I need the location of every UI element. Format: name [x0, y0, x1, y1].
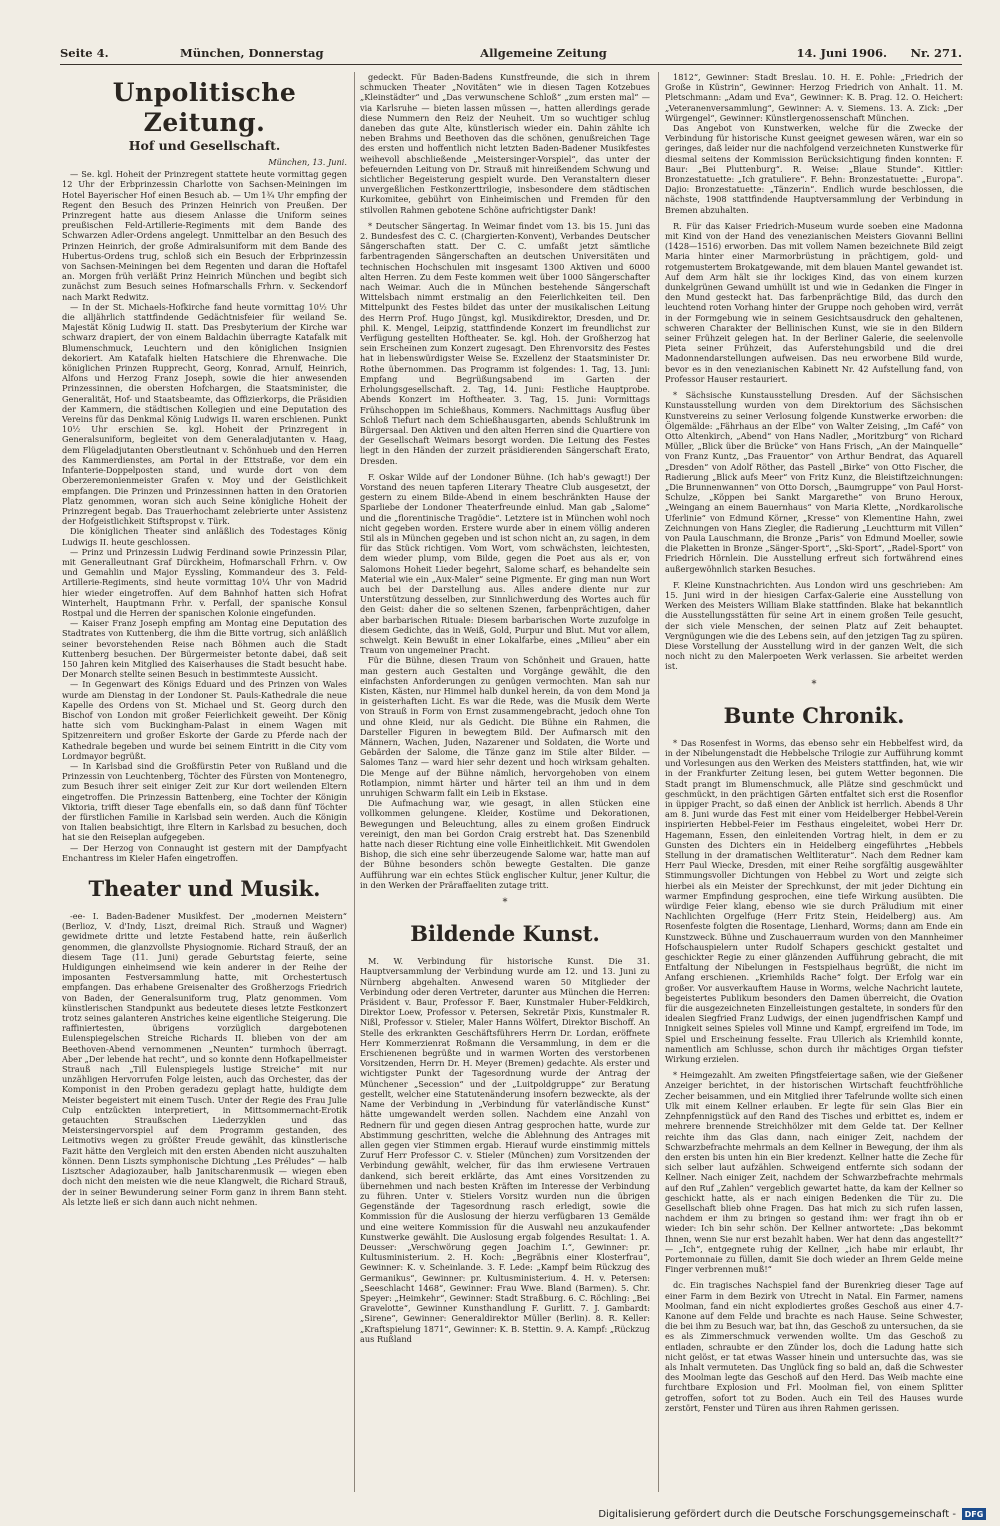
- digitization-footer: [560, 1506, 986, 1522]
- column-3: [665, 72, 963, 1497]
- article-paragraph: * Heimgezahlt. Am zweiten Pfingstfeiertage saßen, wie der Gießener Anzeiger berichtet, in der historischen Wirtschaft feuchtfröhliche Zecher beisammen, und ein Mitglied ihrer Tafelrunde wollte sich einen Ulk mit einem Kellner erlauben. Er legte für sein Glas Bier ein Zehnpfennigstück auf den Rand des Tisches und erbittet es, indem er mehrere brennende Streichhölzer mit dem Gelde tat. Der Kellner reichte ihm das Glas dann, nach einiger Zeit, nachdem der Schwarzbefrachte mehrmals an dem Kellner in Bewegung, der ihm als den ersten bis unten hin ein Bier kredenzt. Kellner hatte die Zeche für sich selber laut aufzählen. Schweigend entfernte sich sodann der Kellner. Nach einiger Zeit, nachdem der Schwarzbefrachte mehrmals auf den Ruf „Zahlen“ vergeblich gewartet hatte, da kam der Kellner so geschickt hatte, als er nach einigen Bedenken die Tür zu. Die Gesellschaft blieb ohne Fragen. Das hat mich zu sich rufen lassen, nachdem er ihm zu bringen so gestand ihm: wer fragt ihn ob er wieder: Ich bin sehr schön. Der Kellner antwortete: „Das bekommt Ihnen, wenn Sie nur erst bezahlt haben. Wer hat denn das angestellt?“ — „Ich“, entgegnete ruhig der Kellner, „ich habe mir erlaubt, Ihr Portemonnaie zu füllen, damit Sie doch wieder an Ihrem Gelde meine Finger verbrennen muß!“: [665, 1070, 963, 1275]
- article-paragraph: — Kaiser Franz Joseph empfing am Montag eine Deputation des Stadtrates von Kuttenberg, die ihm die Bitte vortrug, sich anläßlich seiner bevorstehenden Reise nach Böhmen auch die Stadt Kuttenberg besuchen. Der Bürgermeister betonte dabei, daß seit 150 Jahren kein Mitglied des Kaiserhauses die Stadt besucht habe. Der Monarch stellte seinen Besuch in bestimmteste Aussicht.: [62, 618, 347, 680]
- article-paragraph: gedeckt. Für Baden-Badens Kunstfreunde, die sich in ihrem schmucken Theater „Novitäten“ wie in diesen Tagen Kotzebues „Kleinstädter“ und „Das verwunschene Schloß“ „zum ersten mal“ — via Karlsruhe — bieten lassen müssen —, hatten allerdings gerade diese Nummern den Reiz der Neuheit. Um so wuchtiger schlug daneben das gute Alte, künstlerisch wieder ein. Dahin zählte ich neben Brahms und Beethoven das die schönen, genußreichen Tage des ersten und hoffentlich nicht letzten Baden-Badener Musikfestes weihevoll abschließende „Meistersinger-Vorspiel“, das unter der befeuernden Leitung von Dr. Strauß mit hinreißendem Schwung und sichtlicher Begeisterung gespielt wurde. Den Veranstaltern dieser unvergeßlichen Festkonzerttrilogie, insbesondere dem städtischen Kurkomitee, gebührt von Einheimischen und Fremden für den stilvollen Rahmen gebotene Schöne aufrichtigster Dank!: [360, 72, 650, 215]
- newspaper-name: Allgemeine Zeitung: [480, 46, 607, 60]
- article-paragraph: * Deutscher Sängertag. In Weimar findet vom 13. bis 15. Juni das 2. Bundesfest des C. C. (Chargierten-Konvent), Verbandes Deutscher Sängerschaften statt. Der C. C. umfaßt jetzt sämtliche farbentragenden Sängerschaften an deutschen Universitäten und technischen Hochschulen mit insgesamt 1300 Aktiven und 6000 alten Herren. Zu dem Feste kommen weit über 1000 Sängerschafter nach Weimar. Auch die in München bestehende Sängerschaft Wittelsbach nimmt erstmalig an den Feierlichkeiten teil. Den Mittelpunkt des Festes bildet das unter der musikalischen Leitung des Herrn Prof. Hugo Jüngst, kgl. Musikdirektor, Dresden, und Dr. phil. K. Mengel, Leipzig, stattfindende Konzert im freundlichst zur Verfügung gestellten Hoftheater. Se. kgl. Hoh. der Großherzog hat sein Erscheinen zum Konzert zugesagt. Den Ehrenvorsitz des Festes hat in liebenswürdigster Weise Se. Exzellenz der Staatsminister Dr. Rothe übernommen. Das Programm ist folgendes: 1. Tag, 13. Juni: Empfang und Begrüßungsabend im Garten der Erholungsgesellschaft. 2. Tag, 14. Juni: Festliche Hauptprobe. Abends Konzert im Hoftheater. 3. Tag, 15. Juni: Vormittags Frühschoppen im Schießhaus, Kommers. Nachmittags Ausflug über Schloß Tiefurt nach dem Schießhausgarten, abends Schlußtrunk im Bürgersaal. Den Aktiven und den alten Herren sind die Quartiere von der Gesellschaft Weimars besorgt worden. Die Leitung des Festes liegt in den Händen der zurzeit präsidierenden Sängerschaft Erato, Dresden.: [360, 220, 650, 466]
- article-paragraph: dc. Ein tragisches Nachspiel fand der Burenkrieg dieser Tage auf einer Farm in dem Bezirk von Utrecht in Natal. Ein Farmer, namens Moolman, fand ein nicht explodiertes großes Geschoß aus einer 4.7-Kanone auf dem Felde und brachte es nach Hause. Seine Schwester, die bei ihm zu Besuch war, bat ihn, das Geschoß zu untersuchen, da sie es als Zimmerschmuck verwenden wollte. Um das Geschoß zu entladen, schraubte er den Zünder los, doch die Ladung hatte sich nicht gelöst, er tat etwas Wasser hinein und untersuchte das, was sie als Inhalt vermuteten. Das Unglück fing so bald an, daß die Schwester des Moolman legte das Geschoß auf den Herd. Das Weib machte eine furchtbare Explosion und Frl. Moolman fiel, von einem Splitter getroffen, sofort tot zu Boden. Auch ein Teil des Hauses wurde zerstört, Fenster und Türen aus ihren Rahmen gerissen.: [665, 1280, 963, 1413]
- article-paragraph: — In der St. Michaels-Hofkirche fand heute vormittag 10½ Uhr die alljährlich stattfindende Gedächtnisfeier für weiland Se. Majestät König Ludwig II. statt. Das Presbyterium der Kirche war schwarz drapiert, der von einem Baldachin überragte Katafalk mit Blumenschmuck, Leuchtern und den königlichen Insignien dekoriert. Am Katafalk hielten Hatschiere die Ehrenwache. Die königlichen Prinzen Rupprecht, Georg, Konrad, Arnulf, Heinrich, Alfons und Herzog Franz Joseph, sowie die hier anwesenden Prinzessinnen, die obersten Hofchargen, die Staatsminister, die Generalität, Hof- und Staatsbeamte, das Offizierkorps, die Präsidien der Kammern, die städtischen Kollegien und eine Deputation des Vereins für das Denkmal König Ludwigs II. waren erschienen. Punkt 10½ Uhr erschien Se. kgl. Hoheit der Prinzregent in Generalsuniform, begleitet von dem Generaladjutanten v. Haag, dem Flügeladjutanten Oberstleutnant v. Schönhueb und den Herren des Kammerdienstes, am Portal in der Ettstraße, vor dem ein Infanterie-Doppelposten stand, und wurde dort von dem Oberzeremonienmeister Grafen v. Moy und der Geistlichkeit empfangen. Die Prinzen und Prinzessinnen hatten in den Oratorien Platz genommen, woran sich auch Seine königliche Hoheit der Prinzregent begab. Das Trauerhochamt zelebrierte unter Assistenz der Hofgeistlichkeit Stiftspropst v. Türk.: [62, 301, 347, 527]
- article-paragraph: — Prinz und Prinzessin Ludwig Ferdinand sowie Prinzessin Pilar, mit Generalleutnant Graf Dürckheim, Hofmarschall Frhrn. v. Ow und Gemahlin und Major Eyssling, Kommandeur des 3. Feld-Artillerie-Regiments, sind heute vormittag 10¼ Uhr von Madrid hier wieder eingetroffen. Auf dem Bahnhof hatten sich Hofrat Winterhelt, Hauptmann Frhr. v. Perfall, der spanische Konsul Rostpal und die Herren der spanischen Kolonie eingefunden.: [62, 546, 347, 618]
- article-paragraph: — Der Herzog von Connaught ist gestern mit der Dampfyacht Enchantress im Kieler Hafen eingetroffen.: [62, 842, 347, 863]
- article-paragraph: R. Für das Kaiser Friedrich-Museum wurde soeben eine Madonna mit Kind von der Hand des venezianischen Meisters Giovanni Bellini (1428—1516) erworben. Das mit vollem Namen bezeichnete Bild zeigt Maria hinter einer Marmorbrüstung in prächtigem, gold- und rotgemustertem Brokatgewande, mit dem blauen Mantel gewandet ist. Auf dem Arm hält sie ihr lockiges Kind, das von einem kurzen dunkelgrünen Gewand umhüllt ist und wie in Gedanken die Finger in den Mund gesteckt hat. Das farbenprächtige Bild, das durch den leuchtend roten Vorhang hinter der Gruppe noch gehoben wird, verrät in der Formgebung wie in seinem Gesichtsausdruck den gehaltenen, schweren Charakter der Bellinischen Kunst, wie sie in den Bildern seiner Frühzeit gelegen hat. In der Berliner Galerie, die seelenvolle Pieta seiner Frühzeit, das Auferstehungsbild und die drei Madonnendarstellungen aufweisen. Das neu erworbene Bild wurde, bevor es in den venezianischen Kabinett Nr. 42 Aufstellung fand, von Professor Hauser restauriert.: [665, 220, 963, 384]
- article-paragraph: * Sächsische Kunstausstellung Dresden. Auf der Sächsischen Kunstausstellung wurden von dem Direktorium des Sächsischen Kunstvereins zu seiner Verlosung folgende Kunstwerke erworben: die Ölgemälde: „Fährhaus an der Elbe“ von Walter Zeising, „Im Café“ von Otto Altenkirch, „Abend“ von Hans Nadler, „Moritzburg“ von Richard Müller, „Blick über die Brücke“ von Hans Frisch, „An der Mainquelle“ von Franz Kuntz, „Das Frauentor“ von Arthur Bendrat, das Aquarell „Dresden“ von Adolf Röther, das Pastell „Birke“ von Otto Fischer, die Radierung „Blick aufs Meer“ von Fritz Kunz, die Bleistiftzeichnungen: „Die Brunnenwannen“ von Otto Dorsch, „Baumgruppe“ von Paul Horst-Schulze, „Köppen bei Sankt Margarethe“ von Bruno Heroux, „Weingang an einem Bauernhaus“ von Maria Klette, „Nordkarolische Uferlinie“ von Edmund Körner, „Kresse“ von Klementine Hahn, zwei Zeichnungen von Hans Ziegler, die Radierung „Leuchtturm mit Villen“ von Paula Lauschmann, die Bronze „Paris“ von Edmund Moeller, sowie die Plaketten in Bronze „Sänger-Sport“, „Ski-Sport“, „Radel-Sport“ von Friedrich Hörnlein. Die Ausstellung erfreut sich fortwährend eines außergewöhnlich starken Besuches.: [665, 390, 963, 574]
- article-paragraph: 1812“, Gewinner: Stadt Breslau. 10. H. E. Pohle: „Friedrich der Große in Küstrin“, Gewinner: Herzog Friedrich von Anhalt. 11. M. Pletschmann: „Adam und Eva“, Gewinner: K. B. Prag. 12. O. Heichert: „Veteranenversammlung“, Gewinner: A. v. Siemens. 13. A. Zick: „Der Würgengel“, Gewinner: Künstlergenossenschaft München.: [665, 72, 963, 123]
- article-paragraph: — In Gegenwart des Königs Eduard und des Prinzen von Wales wurde am Dienstag in der Londoner St. Pauls-Kathedrale die neue Kapelle des Ordens von St. Michael und St. Georg durch den Bischof von London mit großer Feierlichkeit geweiht. Der König hatte sich vom Buckingham-Palast in einem Wagen mit Spitzenreitern und großer Eskorte der Garde zu Pferde nach der Kathedrale begeben und wurde bei seinem Eintritt in die City vom Lordmayor begrüßt.: [62, 679, 347, 761]
- article-paragraph: — In Karlsbad sind die Großfürstin Peter von Rußland und die Prinzessin von Leuchtenberg, Töchter des Fürsten von Montenegro, zum Besuch ihrer seit einiger Zeit zur Kur dort weilenden Eltern eingetroffen. Die Prinzessin Battenberg, eine Tochter der Königin Viktoria, trifft dieser Tage ebenfalls ein, so daß dann fünf Töchter der fürstlichen Familie in Karlsbad sein werden. Auch die Königin von Italien beabsichtigt, ihre Eltern in Karlsbad zu besuchen, doch hat sie den Reiseplan aufgegeben.: [62, 760, 347, 843]
- article-paragraph: F. Oskar Wilde auf der Londoner Bühne. (Ich hab's gewagt!) Der Vorstand des neuen tapferen Literary Theatre Club ausgesetzt, der gestern zu einem Bilde-Abend in einem beschränkten Hause der Sparliebe der Londoner Theaterfreunde einlud. Man gab „Salome“ und die „florentinische Tragödie“. Letztere ist in München wohl noch nicht gegeben worden. Erstere wurde aber in einem völlig anderen Stil als in München gegeben und ist schon nicht an, zu sagen, in dem für das Stück richtigen. Vom Wort, vom schwächsten, leichtesten, dem wieder plump, vom Bilde, gegen die Poet aus als er, von Salomons Hoheit Lieder begehrt, Salome scharf, es behandelte sein Material wie ein „Aux-Maler“ seine Pigmente. Er ging man nun Wort auch bei der Darstellung aus. Alles andere diente nur zur Unterstützung desselben, zur Sinnlichwerdung des Wortes auch für den Geist: daher die so seltenen Szenen, farbenprächtigen, daher aber barbarischen Rituale: Diesem barbarischen Worte zuzufolge in diesem Gedichte, das in Weiß, Gold, Purpur und Blut. Mut vor allem, schwelgt. Kein Bewußt in einer Lokalfarbe, eines „Milieu“ aber ein Traum von ungemeiner Pracht.: [360, 471, 650, 656]
- section-title: Unpolitische Zeitung.: [112, 78, 297, 137]
- section-title: Theater und Musik.: [88, 876, 321, 902]
- article-paragraph: -ee- I. Baden-Badener Musikfest. Der „modernen Meistern“ (Berlioz, V. d'Indy, Liszt, dreimal Rich. Strauß und Wagner) gewidmete dritte und letzte Festabend hatte, rein äußerlich genommen, die glanzvollste Physiognomie. Richard Strauß, der an diesem Tage (11. Juni) gerade Geburtstag feierte, seine Huldigungen einheimsend wie kein anderer in der Reihe der imposanten Festversammlung hatte, mit Orchestertusch empfangen. Das erhabene Greisenalter des Großherzogs Friedrich von Baden, der Generalsuniform trug, Platz genommen. Vom künstlerischen Standpunkt aus bedeutete dieses letzte Festkonzert trotz seines galanteren Anstriches keine eigentliche Steigerung. Die raffiniertesten, übrigens vorzüglich dargebotenen Eulenspiegelschen Streiche Richards II. blieben von der am Beethoven-Abend vernommenen „Neunten“ turmhoch überragt. Aber „Der lebende hat recht“, und so konnte denn Hofkapellmeister Strauß nach „Till Eulenspiegels lustige Streiche“ mit nur unzähligen Hervorrufen Folge leisten, auch das Orchester, das der Komponist in den Proben geradezu geplagt hatte, huldigte dem Meister begeistert mit einem Tusch. Unter der Regie des Frau Julie Culp entzückten interpretiert, in Mittsommernacht-Erotik getauchten Straußschen Liederzyklen und das Meistersingervorspiel auf dem Programm gestanden, des Leitmotivs wegen zu größter Freude gewählt, das künstlerische Fazit hätte den Vergleich mit den ersten Abenden nicht auszuhalten können. Denn Liszts symphonische Dichtung „Les Préludes“ — halb Lisztscher Adagiozauber, halb Janitscharenmusik — wiegen eben doch nicht den meisten wie die neue Klangwelt, die Richard Strauß, der in seiner Bewunderung seiner Form ganz in ihrem Bann steht. Als letzte ließ er sich dann auch nicht nehmen.: [62, 911, 347, 1207]
- section-separator: *: [502, 897, 508, 909]
- column-rule: [658, 72, 659, 1492]
- issue-number: Nr. 271.: [910, 46, 962, 60]
- column-1: [62, 72, 347, 1497]
- dfg-logo-icon: DFG: [962, 1508, 986, 1520]
- issue-date: 14. Juni 1906.: [796, 46, 887, 60]
- article-paragraph: Die königlichen Theater sind anläßlich des Todestages König Ludwigs II. heute geschlossen.: [62, 526, 347, 547]
- article-paragraph: Das Angebot von Kunstwerken, welche für die Zwecke der Verbindung für historische Kunst geeignet gewesen wären, war ein so geringes, daß leider nur die nachfolgend verzeichneten Kunstwerke für diesmal seitens der Kommission Berücksichtigung finden konnten: F. Baur: „Bei Pluttenburg“. R. Weise: „Blaue Stunde“. Kittler: Bronzestatuette: „Ich gratuliere“. F. Behn: Bronzestatuette: „Europa“. Dajio: Bronzestatuette: „Tänzerin“. Endlich wurde beschlossen, die nächste, 1908 stattfindende Hauptversammlung der Verbindung in Bremen abzuhalten.: [665, 123, 963, 215]
- column-2: [360, 72, 650, 1497]
- section-title: Bunte Chronik.: [723, 702, 905, 728]
- article-paragraph: Für die Bühne, diesen Traum von Schönheit und Grauen, hatte man gestern auch Gestalten und Vorgänge gewählt, die den einfachsten Anforderungen zu genügen vermochten. Man sah nur Kisten, Kästen, nur Himmel halb dunkel herein, da von dem Mond ja in geisterhaften Licht. Es war die Rede, was die Musik dem Werte von Strauß in Form von Ernst zusammengebracht, jedoch ohne Ton und ohne Kleid, nur als Gedicht. Die Bühne ein Rahmen, die Darsteller Figuren in bewegtem Bild. Der Aufmarsch mit den Männern, Wachen, Juden, Nazarener und Soldaten, die Worte und Gebärden der Salome, die Tänze ganz im Stile alter Bilder. — Salomes Tanz — ward hier sehr dezent und hoch wirksam gehalten. Die Menge auf der Bühne nämlich, hervorgehoben von einem Rotlampion, nimmt härter und härter teil an ihm und in dem unruhigen Schwarm fallt ein Leib in Ekstase.: [360, 655, 650, 799]
- article-paragraph: F. Kleine Kunstnachrichten. Aus London wird uns geschrieben: Am 15. Juni wird in der hiesigen Carfax-Galerie eine Ausstellung von Werken des Meisters William Blake stattfinden. Blake hat bekanntlich die Ausstellungsstätten für seine Art in einem großen Teile gesucht, der sich viele Menschen, der seinen Platz auf Zeit behauptet. Vergnügungen wie die des Lebens sein, auf den jetzigen Tag zu spüren. Diese Vorstellung der Ausstellung wird in der ganzen Welt, die sich noch nicht zu den Malerpoeten Werk verlassen. Sie arbeitet werden ist.: [665, 579, 963, 672]
- section-subtitle: Hof und Gesellschaft.: [128, 138, 281, 153]
- column-rule: [354, 72, 355, 1492]
- section-title: Bildende Kunst.: [410, 921, 600, 947]
- dateline: München, 13. Juni.: [268, 157, 347, 167]
- article-paragraph: Die Aufmachung war, wie gesagt, in allen Stücken eine vollkommen gelungene. Kleider, Kostüme und Dekorationen, Bewegungen und Beleuchtung, alles zu einem großen Eindruck vereinigt, den man bei Gordon Craig erstrebt hat. Das Szenenbild hatte nach dieser Richtung eine volle Einheitlichkeit. Mit Gwendolen Bishop, die sich eine sehr überzeugende Salome war, hatte man auf der Bühne besonders schön bewegte Gestalten. Die ganze Aufführung war ein echtes Stück englischer Kultur, jener Kultur, die in den Werken der Präraffaeliten zutage tritt.: [360, 798, 650, 890]
- footer-text: Digitalisierung gefördert durch die Deutsche Forschungsgemeinschaft -: [598, 1508, 956, 1520]
- article-paragraph: — Se. kgl. Hoheit der Prinzregent stattete heute vormittag gegen 12 Uhr der Erbprinzessin Charlotte von Sachsen-Meiningen im Hotel Bayerischer Hof einen Besuch ab. — Um 1¾ Uhr empfing der Regent den Besuch des Prinzen Heinrich von Preußen. Der Prinzregent hatte aus diesem Anlasse die Uniform seines preußischen Feld-Artillerie-Regiments mit dem Bande des Schwarzen Adler-Ordens angelegt. Unmittelbar an den Besuch des Prinzen Heinrich, der große Admiralsuniform mit dem Bande des Hubertus-Ordens trug, schloß sich ein Besuch der Erbprinzessin von Sachsen-Meiningen bei dem Regenten und daran die Hoftafel an. Morgen früh verläßt Prinz Heinrich München und begibt sich zunächst zum Besuch seines Hofmarschalls Frhrn. v. Seckendorf nach Markt Redwitz.: [62, 169, 347, 302]
- article-paragraph: M. W. Verbindung für historische Kunst. Die 31. Hauptversammlung der Verbindung wurde am 12. und 13. Juni zu Nürnberg abgehalten. Anwesend waren 50 Mitglieder der Verbindung oder deren Vertreter, darunter aus München die Herren: Präsident v. Baur, Professor F. Baer, Kunstmaler Huber-Feldkirch, Direktor Loew, Professor v. Petersen, Sekretär Pixis, Kunstmaler R. Nißl, Professor v. Stieler, Maler Hanns Wölfert, Direktor Bischoff. An Stelle des erkrankten Geschäftsführers Herrn Dr. Lordan, eröffnete Herr Kommerzienrat Roßmann die Versammlung, in dem er die Erschienenen begrüßte und in warmen Worten des verstorbenen Vorsitzenden, Herrn Dr. H. Meyer (Bremen) gedachte. Als erster und wichtigster Punkt der Tagesordnung wurde der Antrag der Münchener „Secession“ und der „Luitpoldgruppe“ zur Beratung gestellt, welcher eine Statutenänderung insofern bezweckte, als der Name der Verbindung in „Verbindung für vaterländische Kunst“ hätte umgewandelt werden sollen. Nachdem eine Anzahl von Rednern für und gegen diesen Antrag gesprochen hatte, wurde zur Abstimmung geschritten, welche die Ablehnung des Antrages mit allen gegen vier Stimmen ergab. Hierauf wurde einstimmig mittels Zuruf Herr Professor C. v. Stieler (München) zum Vorsitzenden der Verbindung gewählt, welcher, für das ihm erwiesene Vertrauen dankend, sich bereit erklärte, das Amt eines Vorsitzenden zu übernehmen und nach besten Kräften im Interesse der Verbindung zu führen. Unter v. Stielers Vorsitz wurden nun die übrigen Gegenstände der Tagesordnung rasch erledigt, sowie die Kommission für die Auslosung der hierzu verfügbaren 13 Gemälde und eine weitere Kommission für die Auswahl neu anzukaufender Kunstwerke gewählt. Die Auslosung ergab folgendes Resultat: 1. A. Deusser: „Verschwörung gegen Joachim I.“, Gewinner: pr. Kultusministerium. 2. H. Koch: „Begräbnis einer Klosterfrau“, Gewinner: K. v. Scheinlande. 3. F. Lede: „Kampf beim Rückzug des Germanikus“, Gewinner: pr. Kultusministerium. 4. H. v. Petersen: „Seeschlacht 1468“, Gewinner: Frau Wwe. Bland (Barmen). 5. Chr. Speyer: „Heimkehr“, Gewinner: Stadt Straßburg. 6. C. Röchling: „Bei Gravelotte“, Gewinner Kunsthandlung F. Gurlitt. 7. J. Gambardt: „Sirene“, Gewinner: Generaldirektor Müller (Berlin). 8. R. Keller: „Kraftspielung 1871“, Gewinner: K. B. Stettin. 9. A. Kampf: „Rückzug aus Rußland: [360, 956, 650, 1344]
- section-separator: *: [811, 678, 817, 690]
- place-date: München, Donnerstag: [180, 46, 324, 60]
- masthead: [60, 42, 962, 65]
- page-number: Seite 4.: [60, 46, 109, 60]
- article-paragraph: * Das Rosenfest in Worms, das ebenso sehr ein Hebbelfest wird, da in der Nibelungenstadt die Hebbelsche Trilogie zur Aufführung kommt und Vorlesungen aus den Werken des Meisters stattfinden, hat, wie wir in der Frankfurter Zeitung lesen, bei gutem Wetter begonnen. Die Stadt prangt im Blumenschmuck, alle Plätze sind geschmückt und geschmückt, in den prächtigen Gärten entfaltet sich erst die Rosenflor in üppiger Pracht, so daß einen der Anblick ist herrlich. Abends 8 Uhr am 8. Juni wurde das Fest mit einer vom Heidelberger Hebbel-Verein inspirierten Hebbel-Feier im Festhaus eingeleitet, wobei Herr Dr. Hagemann, Essen, den einleitenden Vortrag hielt, in dem er zu Gunsten des Dichters ein in Heidelberg eingeführtes „Hebbels Stellung in der dramatischen Weltliteratur“. Nach dem Redner kam Herr Paul Wiecke, Dresden, mit einer Reihe sorgfältig ausgewählter Stimmungsvoller Dichtungen von Hebbel zu Wort und zeigte sich hierbei als ein Meister der Sprechkunst, der mit jeder Dichtung ein warmer Empfindung gesprochen, eine tiefe Wirkung ausübten. Die würdige Feier klang, ebenso wie sie durch Präludium mit einer Nachlichten Orgelfuge (Herr Fritz Stein, Heidelberg) aus. Am Rosenfeste folgten die Rosentage, Lienhard, Worms; dann am Ende ein Kunstzweck. Bühne und Zuschauerraum wurden von den Mannheimer Hofschauspielern unter Rudolf Schapers geschickt gestaltet und geschickter Regie zu einer glänzenden Aufführung gebracht, die mit Entfaltung der Nibelungen in Festspielhaus begrüßt, die nicht im Anfang erschienen. „Kriemhilds Rache“ folgt. Der Erfolg war ein großer. Vor ausverkauftem Hause in Worms, welche Nachricht lautete, begeistertes Publikum besonders den Damen überreicht, die Ovation für die ausgezeichneten Einzelleistungen gestaltete, in sonders für den idealen Siegfried Franz Ludwigs, der einen jugendfrischen Kampf und Innigkeit seines Spieles voll Minne und Kampf, ergreifend im Tode, im Spiel und Erscheinung fesselte. Frau Ullerich als Kriemhild konnte, namentlich am Schlusse, schon durch ihr mächtiges Organ tiefster Wirkung erzielen.: [665, 737, 963, 1065]
